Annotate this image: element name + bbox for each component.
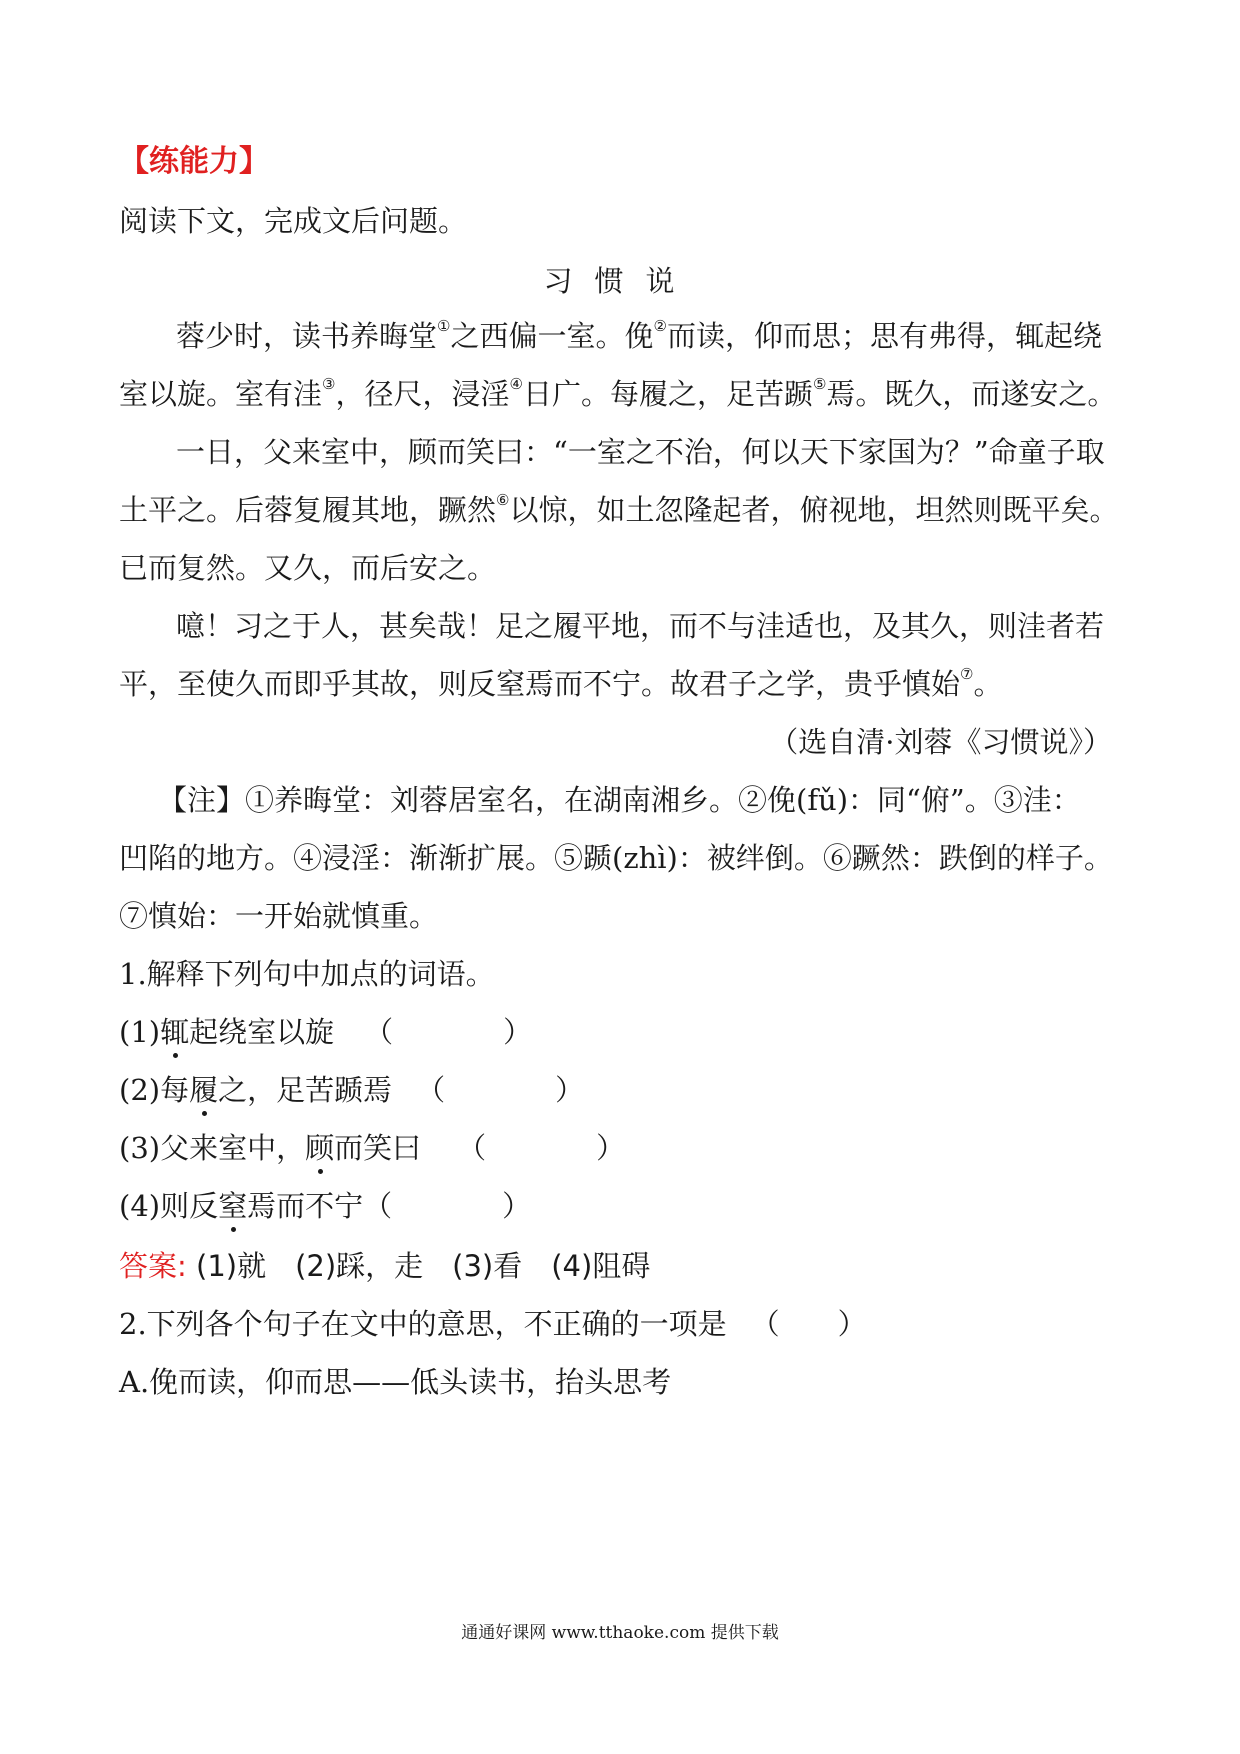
- q1-stem: 1.解释下列句中加点的词语。: [119, 957, 495, 991]
- passage-p3-line1: 噫！习之于人，甚矣哉！足之履平地，而不与洼适也，及其久，则洼者若: [176, 609, 1105, 643]
- q1-item: (1)辄起绕室以旋 （ ）: [119, 1012, 532, 1052]
- q2-answer-paren[interactable]: （ ）: [750, 1307, 867, 1341]
- passage-p2-line3: 已而复然。又久，而后安之。: [119, 551, 497, 585]
- answer-text: (1)就 (2)踩，走 (3)看 (4)阻碍: [196, 1249, 651, 1283]
- note-ref-5: ⑤: [812, 375, 827, 394]
- note-ref-2: ②: [653, 317, 667, 336]
- note-ref-6: ⑥: [496, 491, 510, 510]
- q2-stem: 2.下列各个句子在文中的意思，不正确的一项是 （ ）: [119, 1307, 867, 1341]
- note-ref-4: ④: [509, 375, 523, 394]
- notes-line3: ⑦慎始：一开始就慎重。: [119, 899, 439, 933]
- passage-p1-line1: 蓉少时，读书养晦堂①之西偏一室。俛②而读，仰而思；思有弗得，辄起绕: [176, 317, 1102, 353]
- passage-title: 习惯说: [543, 264, 697, 298]
- emphasized-word: 履: [189, 1070, 218, 1110]
- q1-item: (3)父来室中，顾而笑曰 （ ）: [119, 1128, 625, 1168]
- q1-item: (4)则反窒焉而不宁（ ）: [119, 1186, 531, 1226]
- note-ref-7: ⑦: [960, 665, 974, 684]
- passage-source: （选自清·刘蓉《习惯说》）: [769, 725, 1112, 759]
- q1-answer: [119, 1246, 650, 1286]
- emphasized-word: 辄: [160, 1012, 189, 1052]
- emphasized-word: 顾: [305, 1128, 334, 1168]
- answer-label: 答案:: [119, 1249, 187, 1283]
- passage-p3-line2: 平，至使久而即乎其故，则反窒焉而不宁。故君子之学，贵乎慎始⑦。: [119, 665, 1003, 701]
- notes-line2: 凹陷的地方。④浸淫：渐渐扩展。⑤踬(zhì)：被绊倒。⑥蹶然：跌倒的样子。: [119, 841, 1113, 875]
- q1-item: (2)每履之，足苦踬焉 （ ）: [119, 1070, 584, 1110]
- passage-p1-line2: 室以旋。室有洼③，径尺，浸淫④日广。每履之，足苦踬⑤焉。既久，而遂安之。: [119, 375, 1117, 411]
- instruction: 阅读下文，完成文后问题。: [119, 204, 468, 238]
- section-label: 【练能力】: [119, 144, 269, 179]
- note-ref-3: ③: [322, 375, 336, 394]
- note-ref-1: ①: [437, 317, 451, 336]
- passage-p2-line2: 土平之。后蓉复履其地，蹶然⑥以惊，如土忽隆起者，俯视地，坦然则既平矣。: [119, 491, 1119, 527]
- page-footer: 通通好课网 www.tthaoke.com 提供下载: [461, 1623, 779, 1643]
- q2-option-a: A.俛而读，仰而思——低头读书，抬头思考: [119, 1365, 672, 1399]
- passage-p2-line1: 一日，父来室中，顾而笑曰：“一室之不治，何以天下家国为？”命童子取: [176, 435, 1105, 469]
- notes-line1: 【注】①养晦堂：刘蓉居室名，在湖南湘乡。②俛(fǔ)：同“俯”。③洼：: [158, 783, 1081, 817]
- emphasized-word: 窒: [218, 1186, 247, 1226]
